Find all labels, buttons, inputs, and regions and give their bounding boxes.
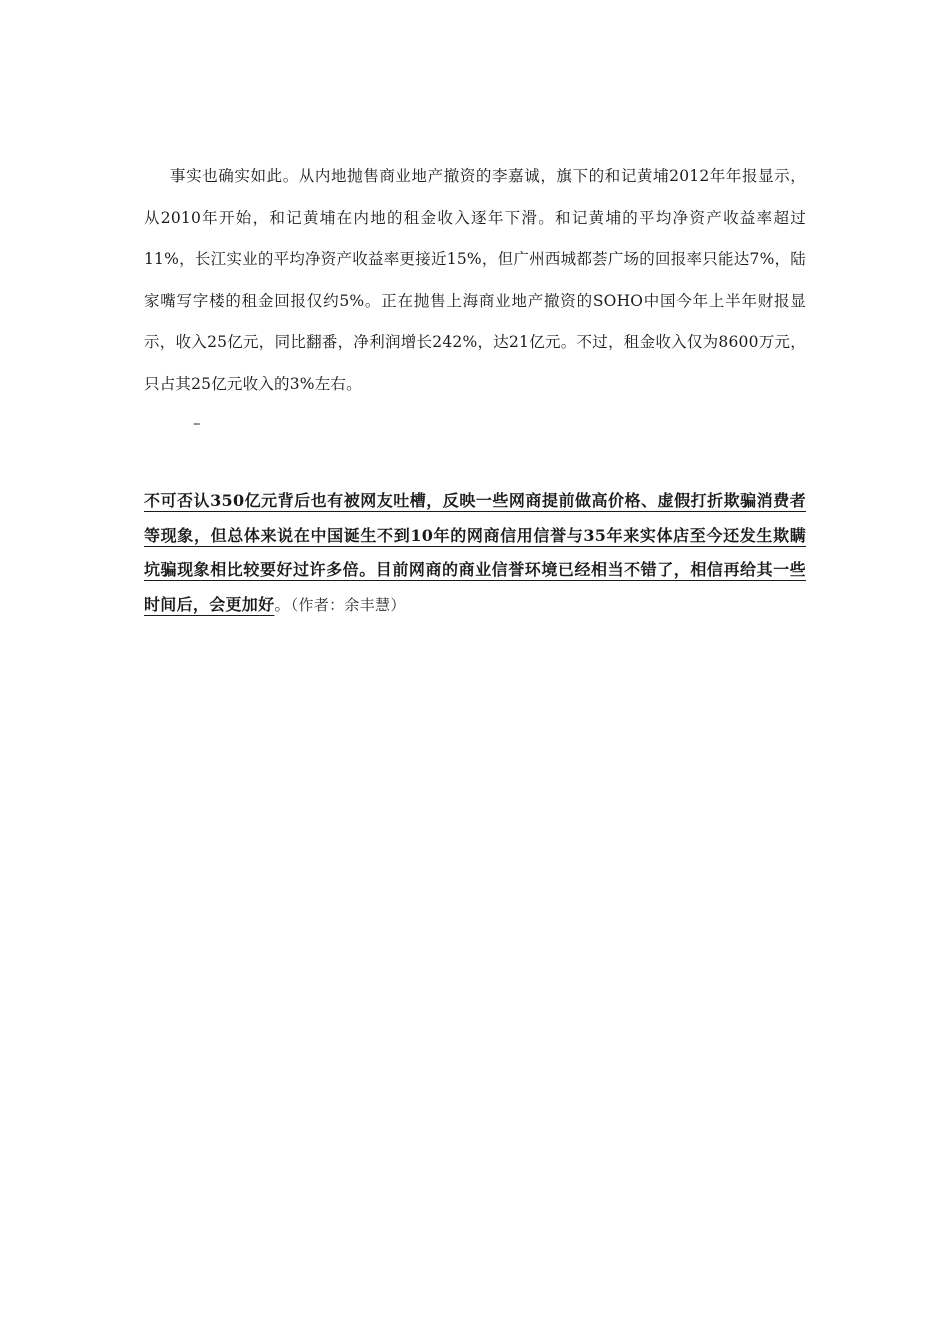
body-paragraph-rental-returns: 事实也确实如此。从内地抛售商业地产撤资的李嘉诚，旗下的和记黄埔2012年年报显示，从2010年开始，和记黄埔在内地的租金收入逐年下滑。和记黄埔的平均净资产收益率超过11%，长江实业的平均净资产收益率更接近15%，但广州西城都荟广场的回报率只能达7%，陆家嘴写字楼的租金回报仅约5%。正在抛售上海商业地产撤资的SOHO中国今年上半年财报显示，收入25亿元，同比翻番，净利润增长242%，达21亿元。不过，租金收入仅为8600万元，只占其25亿元收入的3%左右。 (144, 167, 806, 393)
separator-dash: – (193, 414, 201, 432)
author-byline: （作者：余丰慧） (290, 595, 406, 614)
sentence-period: 。 (274, 594, 291, 614)
body-paragraph-online-credit (144, 484, 806, 622)
emphasized-underlined-text: 不可否认350亿元背后也有被网友吐槽，反映一些网商提前做高价格、虚假打折欺骗消费者等现象，但总体来说在中国诞生不到10年的网商信用信誉与35年来实体店至今还发生欺瞒坑骗现象相比较要好过许多倍。目前网商的商业信誉环境已经相当不错了，相信再给其一些时间后，会更加好 (144, 491, 806, 614)
